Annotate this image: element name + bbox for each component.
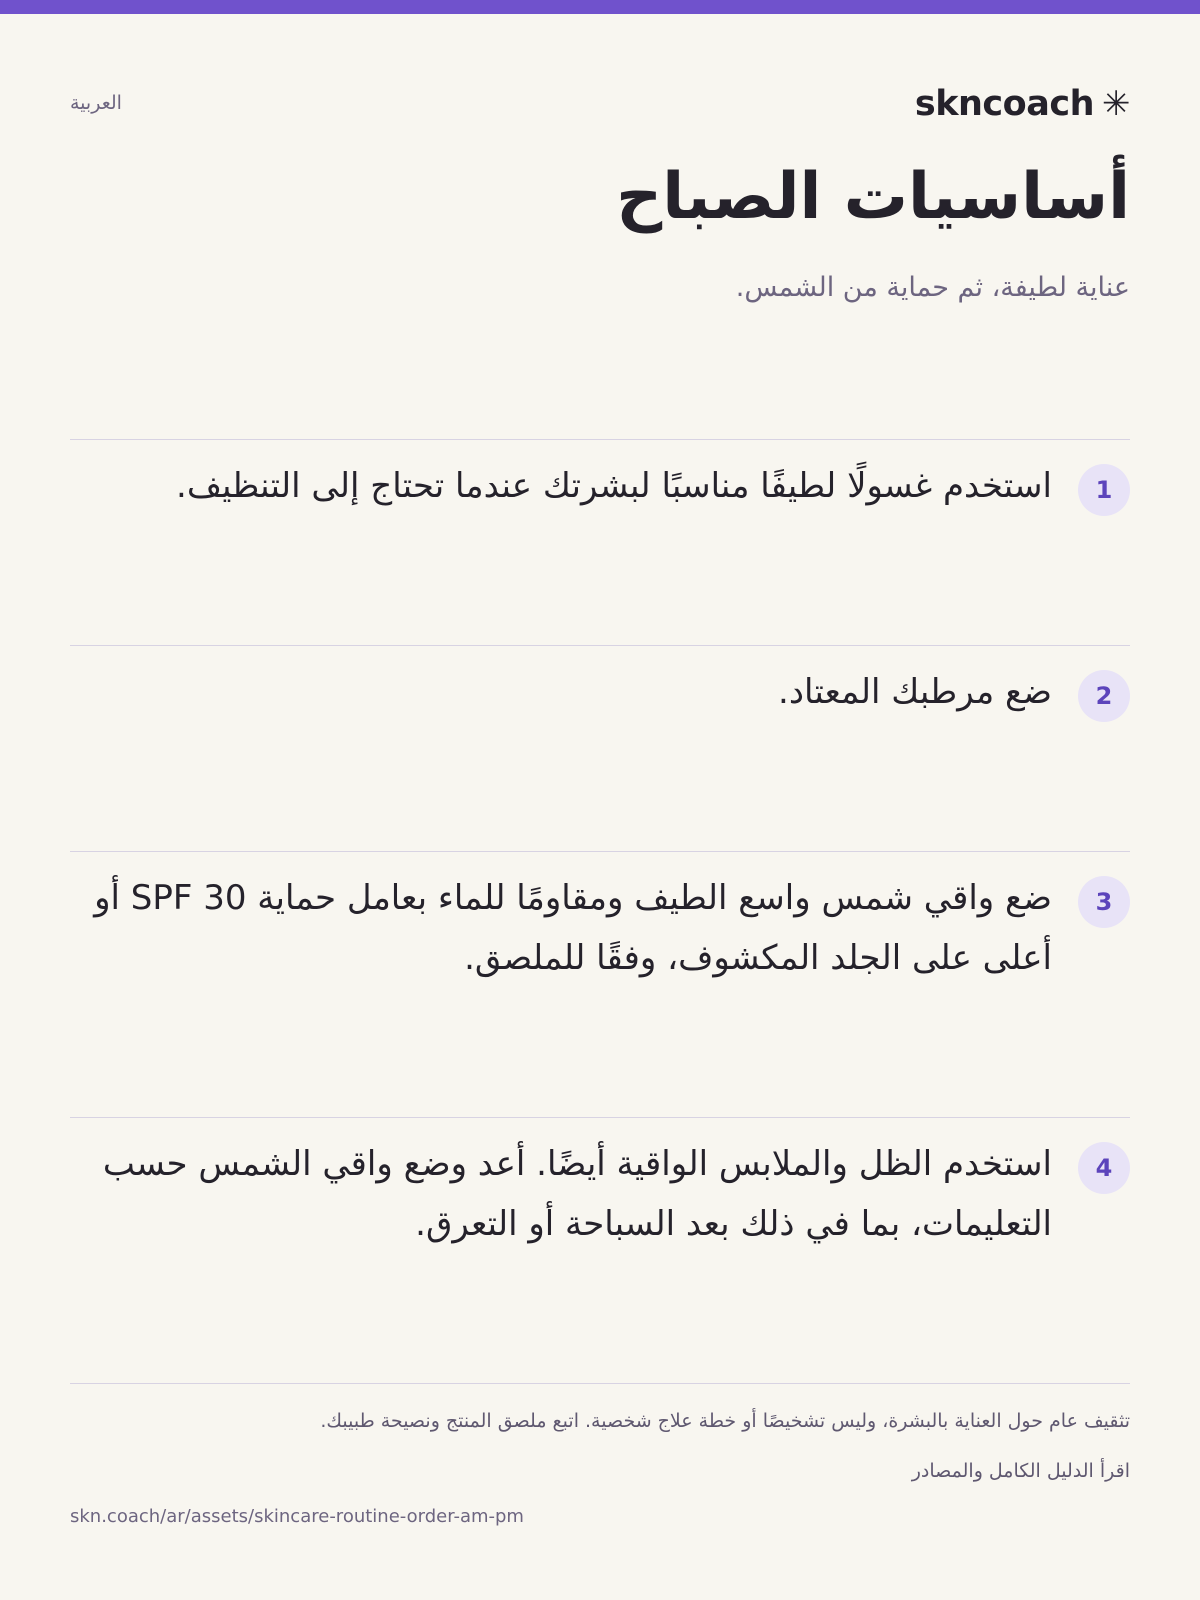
page-subtitle: عناية لطيفة، ثم حماية من الشمس. (735, 272, 1130, 303)
full-guide-link[interactable]: اقرأ الدليل الكامل والمصادر (911, 1460, 1130, 1482)
top-accent-bar (0, 0, 1200, 14)
divider (70, 851, 1130, 852)
source-url: skn.coach/ar/assets/skincare-routine-order-am-pm (70, 1506, 524, 1527)
page-title: أساسيات الصباح (616, 160, 1130, 234)
divider (70, 1383, 1130, 1384)
step-number-badge: 4 (1078, 1142, 1130, 1194)
step-text: استخدم غسولًا لطيفًا مناسبًا لبشرتك عندما تحتاج إلى التنظيف. (176, 466, 1052, 506)
step-text: استخدم الظل والملابس الواقية أيضًا. أعد وضع واقي الشمس حسب التعليمات، بما في ذلك بعد السباحة أو التعرق. (102, 1144, 1052, 1244)
divider (70, 645, 1130, 646)
brand-logo[interactable] (915, 84, 1130, 124)
divider (70, 439, 1130, 440)
language-switcher[interactable]: العربية (70, 92, 122, 114)
step-number-badge: 1 (1078, 464, 1130, 516)
step-text: ضع واقي شمس واسع الطيف ومقاومًا للماء بعامل حماية SPF 30 أو أعلى على الجلد المكشوف، وفقًا للملصق. (94, 878, 1052, 978)
step-text: ضع مرطبك المعتاد. (778, 672, 1052, 712)
brand-name: skncoach (914, 84, 1094, 124)
asterisk-icon: ✳ (1102, 84, 1130, 124)
disclaimer-text: تثقيف عام حول العناية بالبشرة، وليس تشخيصًا أو خطة علاج شخصية. اتبع ملصق المنتج ونصيحة طبيبك. (320, 1410, 1130, 1432)
step-number-badge: 3 (1078, 876, 1130, 928)
step-number-badge: 2 (1078, 670, 1130, 722)
divider (70, 1117, 1130, 1118)
